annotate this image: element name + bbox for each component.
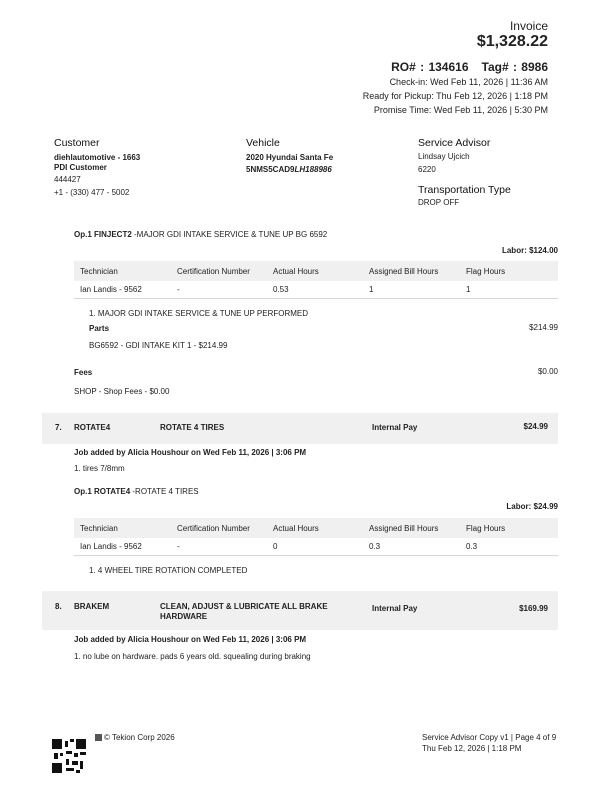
job7-desc: ROTATE 4 TIRES [160, 423, 225, 432]
job8-pay-type: Internal Pay [372, 604, 418, 613]
job7-labor: Labor: $24.99 [506, 502, 558, 511]
invoice-total: $1,328.22 [476, 33, 548, 50]
vin-suffix: LH188986 [294, 165, 332, 174]
op1-desc: -MAJOR GDI INTAKE SERVICE & TUNE UP BG 6592 [131, 230, 328, 239]
job7-op-code: Op.1 ROTATE4 [74, 487, 131, 496]
customer-id: 444427 [54, 175, 81, 184]
job7-op-desc: -ROTATE 4 TIRES [130, 487, 199, 496]
divider [74, 555, 558, 556]
job8-amount: $169.99 [519, 604, 548, 613]
transport-value: DROP OFF [418, 198, 460, 207]
job7-col-assigned: Assigned Bill Hours [369, 524, 439, 533]
advisor-name: Lindsay Ujcich [418, 152, 470, 161]
job8-code: BRAKEM [74, 602, 110, 611]
promise-time: Promise Time: Wed Feb 11, 2026 | 5:30 PM [373, 105, 548, 115]
job7-row-flag: 0.3 [466, 542, 478, 551]
vehicle-vin [246, 165, 332, 174]
parts-label: Parts [89, 324, 110, 333]
vehicle-model: 2020 Hyundai Santa Fe [246, 153, 334, 162]
job8-desc-line2: HARDWARE [160, 612, 208, 621]
tekion-logo-icon [95, 734, 102, 741]
job7-col-technician: Technician [80, 524, 118, 533]
job7-added-by: Job added by Alicia Houshour on Wed Feb 11, 2026 | 3:06 PM [74, 448, 307, 457]
job7-pay-type: Internal Pay [372, 423, 418, 432]
ready-pickup-time: Ready for Pickup: Thu Feb 12, 2026 | 1:18 PM [362, 91, 548, 101]
advisor-heading: Service Advisor [418, 137, 491, 149]
ro-tag-line [391, 60, 548, 74]
job7-col-flag: Flag Hours [466, 524, 506, 533]
part-line: BG6592 - GDI INTAKE KIT 1 - $214.99 [89, 341, 228, 350]
checkin-time: Check-in: Wed Feb 11, 2026 | 11:36 AM [389, 77, 548, 87]
job7-completed-note: 1. 4 WHEEL TIRE ROTATION COMPLETED [89, 566, 248, 575]
op1-col-technician: Technician [80, 267, 118, 276]
job7-row-cert: - [177, 542, 180, 551]
job8-added-by: Job added by Alicia Houshour on Wed Feb 11, 2026 | 3:06 PM [74, 635, 307, 644]
job7-op-title [74, 487, 199, 496]
footer-copy-page: Service Advisor Copy v1 | Page 4 of 9 [422, 733, 557, 742]
job8-number: 8. [55, 602, 62, 611]
job7-row-actual: 0 [273, 542, 278, 551]
job7-note: 1. tires 7/8mm [74, 464, 125, 473]
op1-row-cert: - [177, 285, 180, 294]
footer-company: © Tekion Corp 2026 [104, 733, 175, 742]
fees-amount: $0.00 [537, 367, 558, 376]
op1-row-actual: 0.53 [273, 285, 289, 294]
op1-col-actual: Actual Hours [273, 267, 319, 276]
fees-label: Fees [74, 368, 93, 377]
customer-phone: +1 - (330) 477 - 5002 [54, 188, 130, 197]
op1-title [74, 230, 327, 239]
op1-note: 1. MAJOR GDI INTAKE SERVICE & TUNE UP PERFORMED [89, 309, 309, 318]
job7-number: 7. [55, 423, 62, 432]
job8-note: 1. no lube on hardware. pads 6 years old. squealing during braking [74, 652, 311, 661]
job7-col-cert: Certification Number [177, 524, 250, 533]
job8-desc-line1: CLEAN, ADJUST & LUBRICATE ALL BRAKE [160, 602, 328, 611]
transport-heading: Transportation Type [418, 184, 511, 196]
op1-code: Op.1 FINJECT2 [74, 230, 132, 239]
customer-name: diehlautomotive - 1663 [54, 153, 141, 162]
document-title: Invoice [509, 19, 548, 33]
job7-col-actual: Actual Hours [273, 524, 319, 533]
customer-heading: Customer [54, 137, 100, 149]
fee-line: SHOP - Shop Fees - $0.00 [74, 387, 170, 396]
op1-row-flag: 1 [466, 285, 471, 294]
qr-code-icon [52, 739, 86, 773]
job7-header-bar [42, 413, 558, 444]
job7-amount: $24.99 [523, 422, 548, 431]
job7-code: ROTATE4 [74, 423, 111, 432]
op1-col-cert: Certification Number [177, 267, 250, 276]
customer-type: PDI Customer [54, 163, 107, 172]
op1-row-assigned: 1 [369, 285, 374, 294]
op1-col-assigned: Assigned Bill Hours [369, 267, 439, 276]
tag-number: Tag# : 8986 [481, 60, 548, 74]
ro-number: RO# : 134616 [391, 60, 469, 74]
op1-labor: Labor: $124.00 [501, 246, 558, 255]
job7-row-assigned: 0.3 [369, 542, 381, 551]
divider [74, 298, 558, 299]
op1-col-flag: Flag Hours [466, 267, 506, 276]
job7-row-tech: Ian Landis - 9562 [80, 542, 142, 551]
vin-prefix: 5NMS5CAD9 [246, 165, 295, 174]
vehicle-heading: Vehicle [246, 137, 280, 149]
advisor-number: 6220 [418, 165, 436, 174]
footer-date: Thu Feb 12, 2026 | 1:18 PM [422, 744, 522, 753]
parts-amount: $214.99 [529, 323, 558, 332]
op1-row-tech: Ian Landis - 9562 [80, 285, 142, 294]
